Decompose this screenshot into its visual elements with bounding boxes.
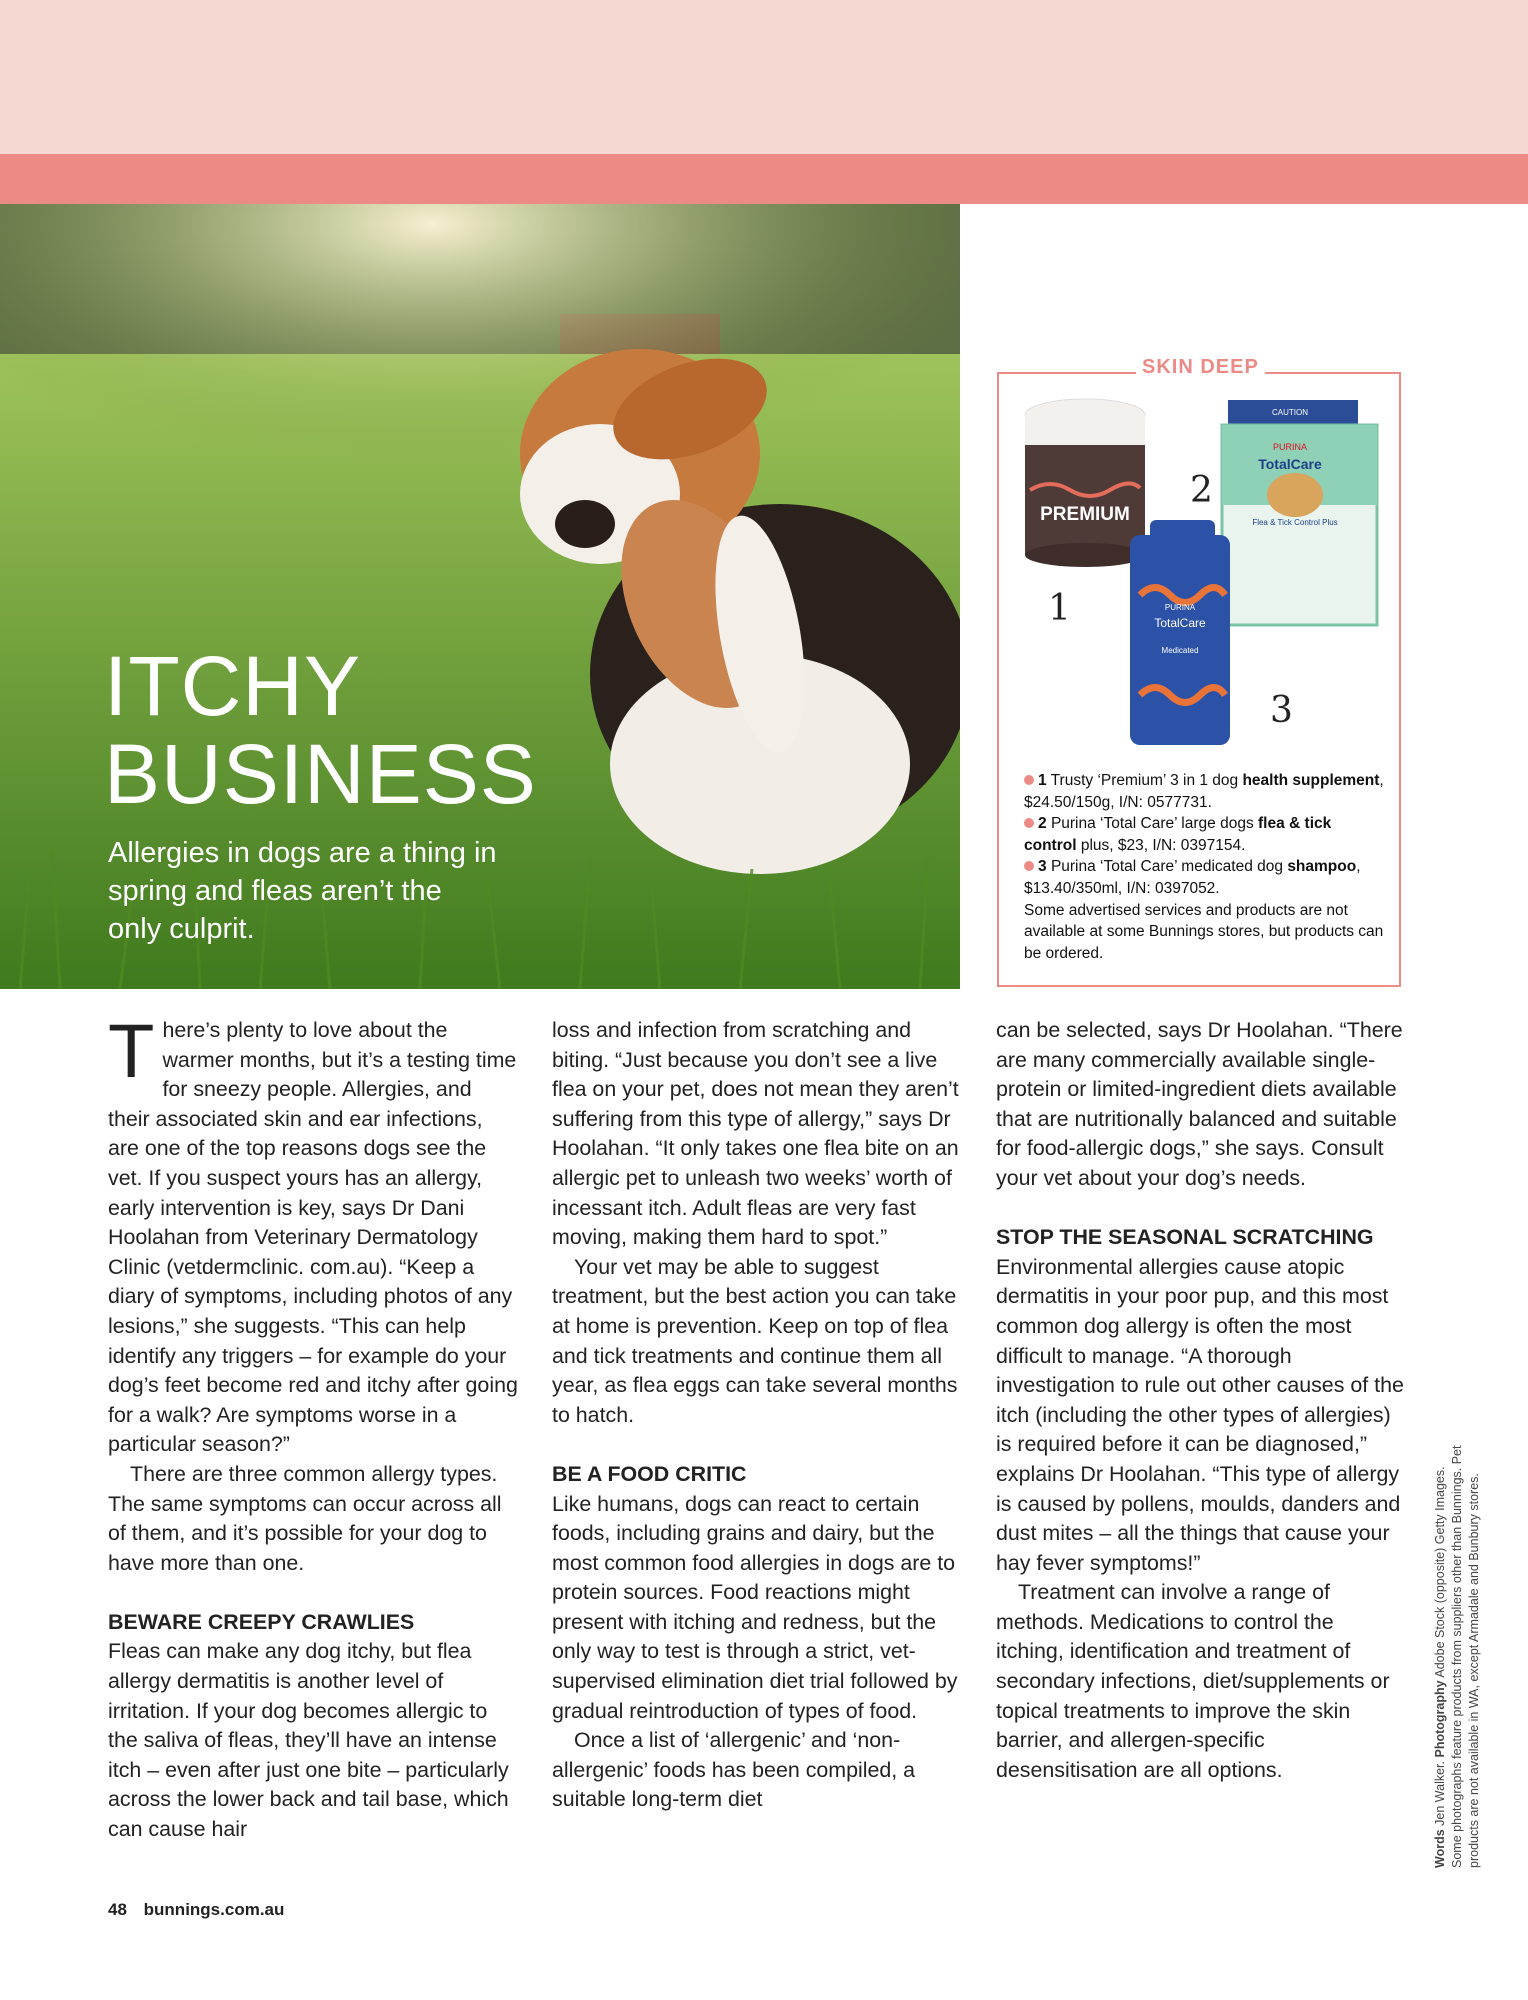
section-heading: STOP THE SEASONAL SCRATCHING [996,1225,1374,1250]
article-paragraph: Treatment can involve a range of methods. Medications to control the itching, identification and treatment of secondary infections, diet/supplements or topical treatments to improve the skin barrier, and allergen-specific desensitisation are all options. [996,1580,1390,1782]
product-number-2: 2 [1190,470,1213,511]
product-images [1000,395,1400,755]
drop-cap: T [108,1009,155,1094]
article-paragraph: Fleas can make any dog itchy, but flea allergy dermatitis is another level of irritation. If your dog becomes allergic to the saliva of fleas, they’ll have an intense itch – even after just one bite – particularly across the lower back and tail base, which can cause hair [108,1639,509,1842]
product-captions [1024,770,1384,964]
bullet-dot-icon [1024,818,1034,828]
bullet-dot-icon [1024,775,1034,785]
article-paragraph: There are three common allergy types. The same symptoms can occur across all of them, and it’s possible for your dog to have more than one. [108,1461,502,1575]
article-paragraph: Environmental allergies cause atopic dermatitis in your poor pup, and this most common dog allergy is often the most difficult to manage. “A thorough investigation to rule out other causes of the itch (including the other types of allergies) is required before it can be diagnosed,” explains Dr Hoolahan. “This type of allergy is caused by pollens, moulds, danders and dust mites – all the things that cause your hay fever symptoms!” [996,1254,1404,1575]
svg-text:PURINA: PURINA [1164,603,1196,612]
article-paragraph: loss and infection from scratching and biting. “Just because you don’t see a live flea on your pet, does not mean they aren’t suffering from this type of allergy,” says Dr Hoolahan. “It only takes one flea bite on an allergic pet to unleash two weeks’ worth of incessant itch. Adult fleas are very fast moving, making them hard to spot.” [552,1018,959,1250]
svg-text:Medicated: Medicated [1161,646,1199,655]
product-jar-image [1025,399,1145,567]
caption-item-3: 3 Purina ‘Total Care’ medicated dog shampoo, $13.40/350ml, I/N: 0397052. [1024,858,1361,897]
page-number: 48 [108,1900,127,1919]
page-footer [108,1900,284,1920]
caption-disclaimer: Some advertised services and products are not available at some Bunnings stores, but products can be ordered. [1024,901,1384,962]
article-paragraph: Once a list of ‘allergenic’ and ‘non-allergenic’ foods has been compiled, a suitable long-term diet [552,1728,916,1812]
product-bottle-image [1130,520,1230,745]
site-link[interactable]: bunnings.com.au [143,1900,285,1919]
svg-text:Flea & Tick Control Plus: Flea & Tick Control Plus [1252,518,1338,527]
section-heading: BE A FOOD CRITIC [552,1461,747,1486]
article-paragraph: Your vet may be able to suggest treatment, but the best action you can take at home is prevention. Keep on top of flea and tick treatments and continue them all year, as flea eggs can take several months to hatch. [552,1254,958,1427]
skin-deep-title: SKIN DEEP [1136,356,1265,379]
article-paragraph: can be selected, says Dr Hoolahan. “There are many commercially available single-protein or limited-ingredient diets available that are nutritionally balanced and suitable for food-allergic dogs,” she says. Consult your vet about your dog’s needs. [996,1018,1403,1190]
product-number-1: 1 [1048,588,1071,629]
article-paragraph: Like humans, dogs can react to certain foods, including grains and dairy, but the most common food allergies in dogs are to protein sources. Food reactions might present with itching and redness, but the only way to test is through a strict, vet-supervised elimination diet trial followed by gradual reintroduction of types of food. [552,1491,958,1723]
top-band-light [0,0,1528,154]
photo-credits: Words Jen Walker. Photography Adobe Stock (opposite) Getty Images. Some photographs feature products from suppliers other than Bunnings. Pet products are not available in WA, except Armadale and Bunbury stores. [1433,1445,1481,1868]
article-column-1 [108,1009,518,1845]
article-column-2 [552,1016,962,1815]
svg-text:PURINA: PURINA [1272,442,1308,452]
svg-text:PREMIUM: PREMIUM [1040,504,1130,525]
article-title: ITCHY BUSINESS [104,639,537,821]
caption-item-2: 2 Purina ‘Total Care’ large dogs flea & tick control plus, $23, I/N: 0397154. [1024,815,1332,854]
bullet-dot-icon [1024,861,1034,871]
article-standfirst: Allergies in dogs are a thing in spring and fleas aren’t the only culprit. [108,837,497,945]
product-box-image [1222,400,1377,625]
product-number-3: 3 [1270,690,1293,731]
top-band-accent [0,154,1528,204]
svg-text:CAUTION: CAUTION [1272,408,1308,417]
svg-text:TotalCare: TotalCare [1258,456,1322,472]
hero-photo [0,204,960,989]
article-column-3 [996,1016,1406,1785]
section-heading: BEWARE CREEPY CRAWLIES [108,1609,415,1634]
svg-text:TotalCare: TotalCare [1154,616,1206,630]
article-paragraph: There’s plenty to love about the warmer months, but it’s a testing time for sneezy people. Allergies, and their associated skin and ear infections, are one of the top reasons dogs see the vet. If you suspect yours has an allergy, early intervention is key, says Dr Dani Hoolahan from Veterinary Dermatology Clinic (vetdermclinic. com.au). “Keep a diary of symptoms, including photos of any lesions,” she suggests. “This can help identify any triggers – for example do your dog’s feet become red and itchy after going for a walk? Are symptoms worse in a particular season?” [108,1009,518,1457]
caption-item-1: 1 Trusty ‘Premium’ 3 in 1 dog health supplement, $24.50/150g, I/N: 0577731. [1024,772,1384,811]
